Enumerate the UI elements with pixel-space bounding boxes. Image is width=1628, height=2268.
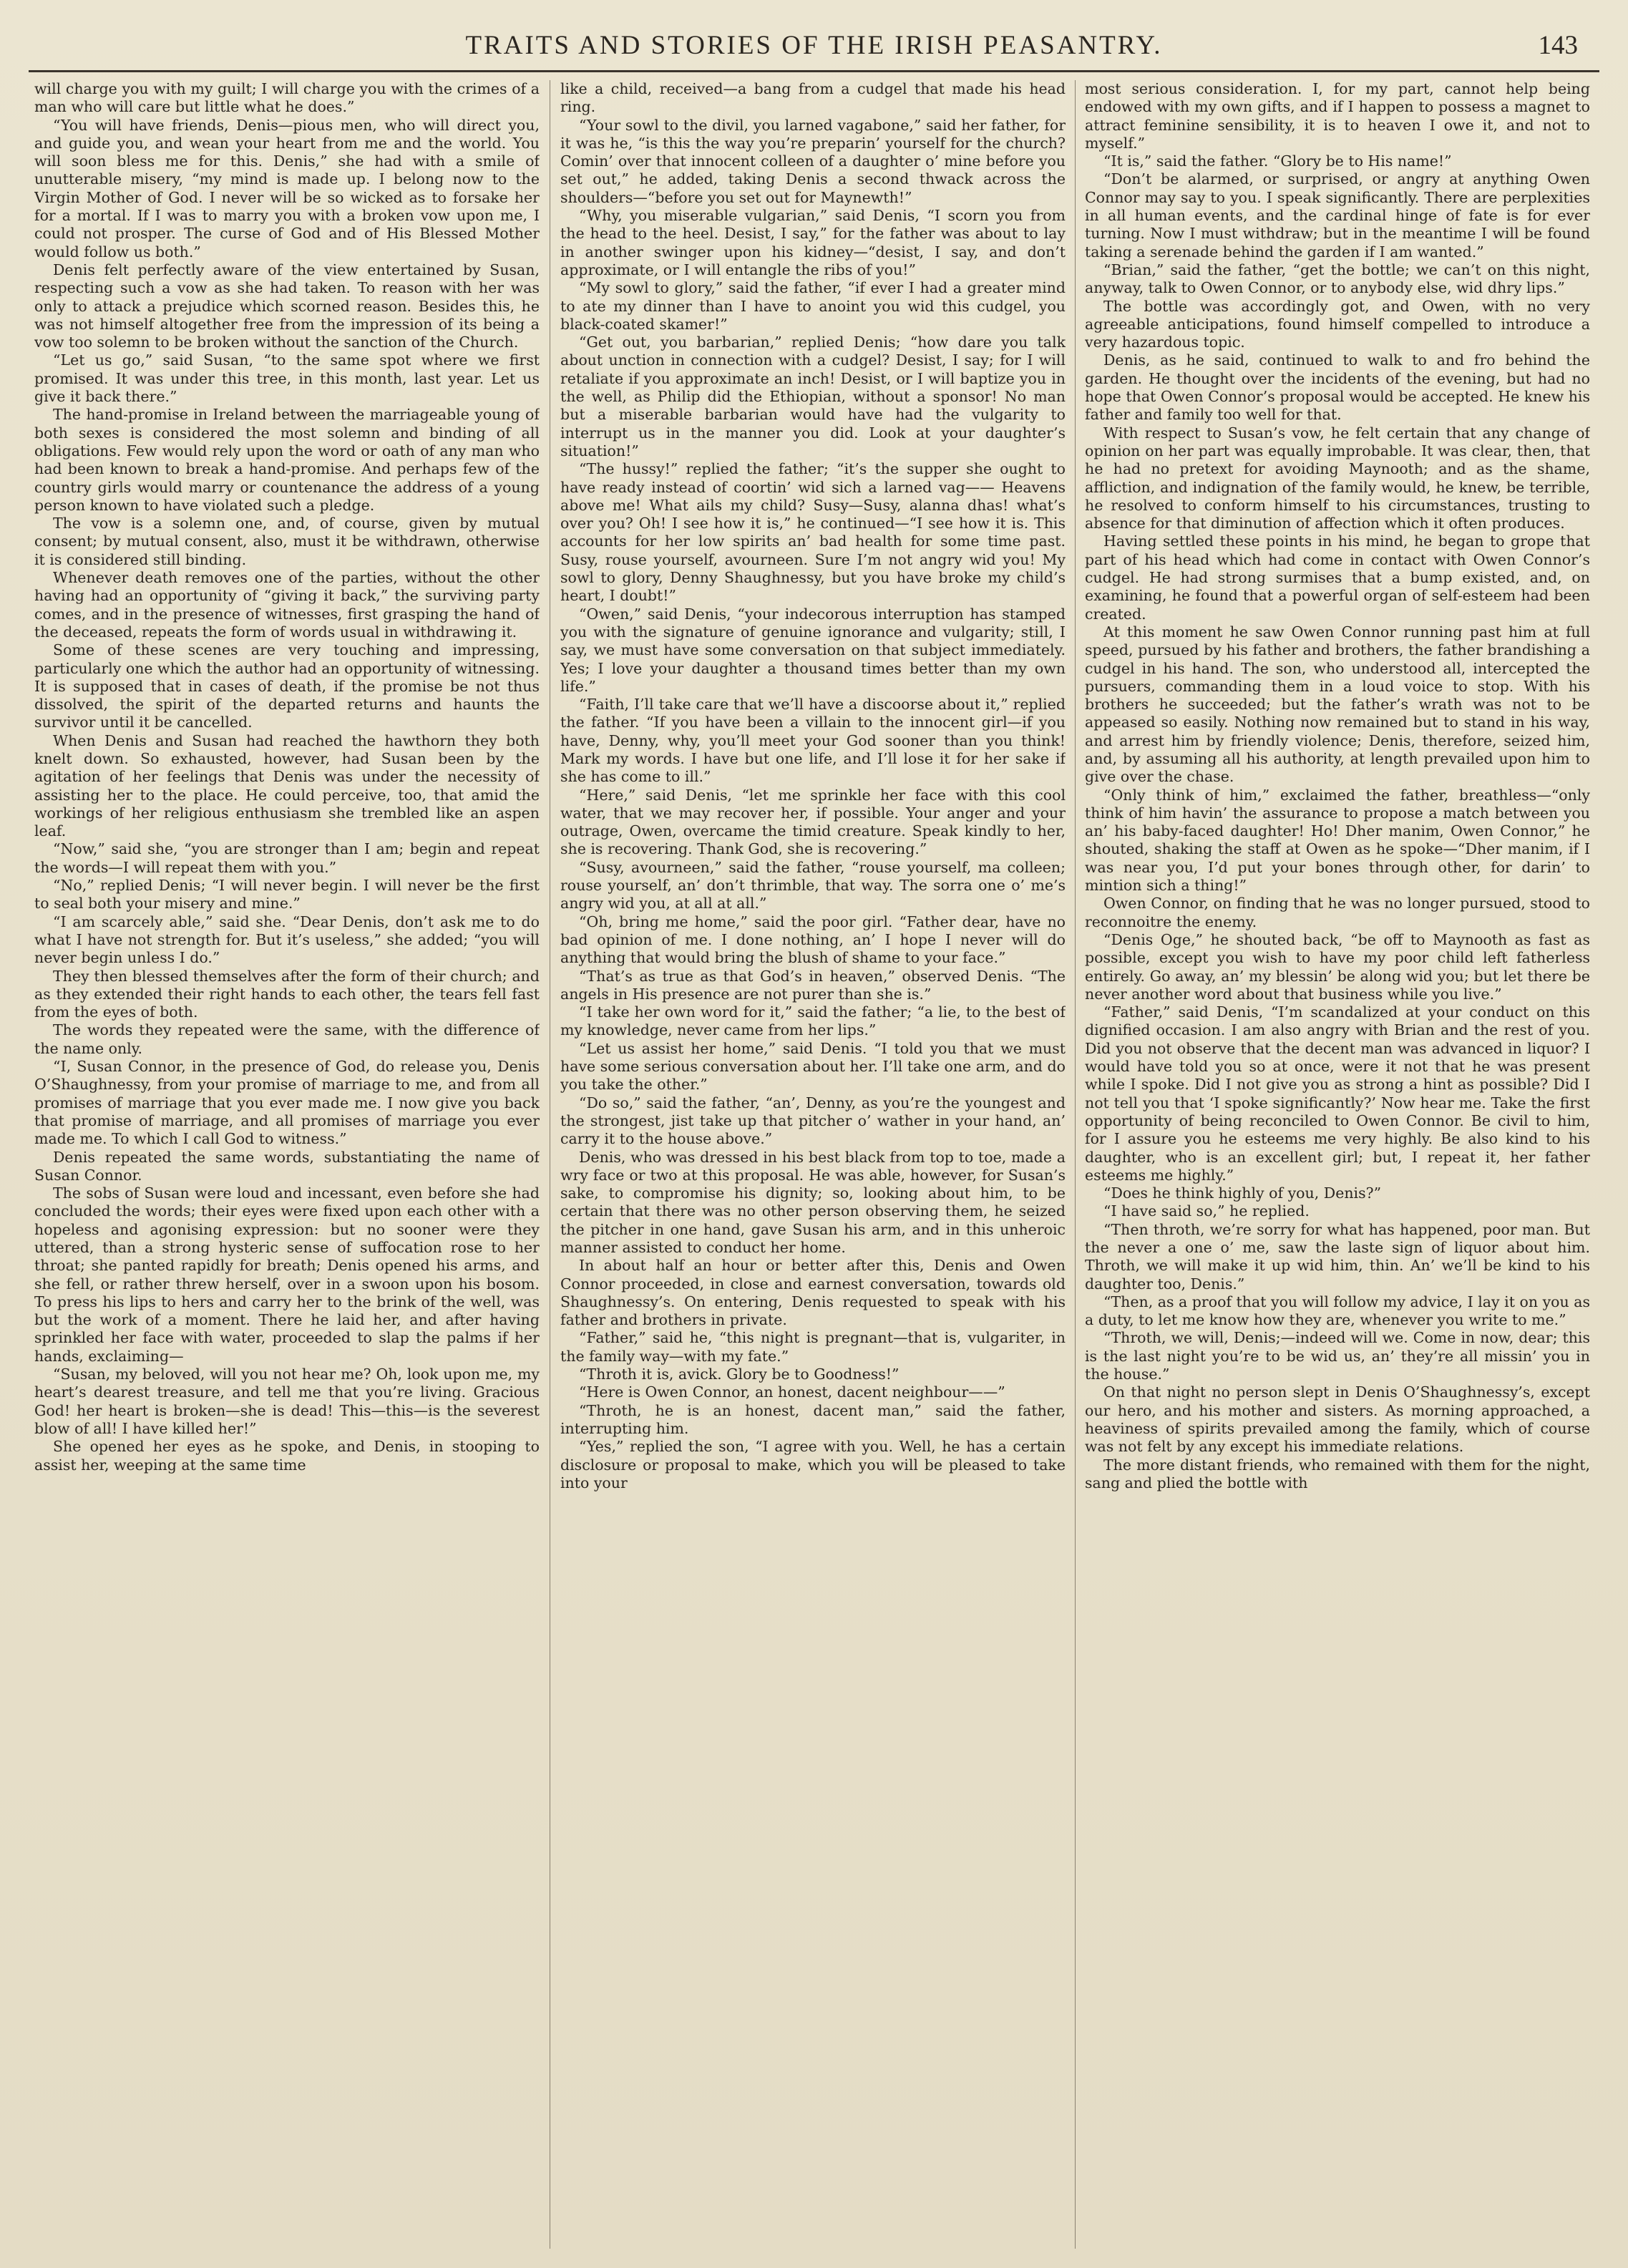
paragraph: will charge you with my guilt; I will charge you with the crimes of a man who will care but little what he does.” [34, 80, 540, 116]
paragraph: The bottle was accordingly got, and Owen, with no very agreeable anticipations, found himself compelled to introduce a very hazardous topic. [1085, 297, 1590, 351]
paragraph: Denis felt perfectly aware of the view entertained by Susan, respecting such a vow as she had taken. To reason with her was only to attack a prejudice which scorned reason. Besides this, he was not himself altogether free from the impression of its being a vow too solemn to be broken without the sanction of the Church. [34, 261, 540, 351]
paragraph: “You will have friends, Denis—pious men, who will direct you, and guide you, and wean your heart from me and the world. You will soon bless me for this. Denis,” she had with a smile of unutterable misery, “my mind is made up. I belong now to the Virgin Mother of God. I never will be so wicked as to forsake her for a mortal. If I was to marry you with a broken vow upon me, I could not prosper. The curse of God and of His Blessed Mother would follow us both.” [34, 116, 540, 261]
paragraph: They then blessed themselves after the form of their church; and as they extended their right hands to each other, the tears fell fast from the eyes of both. [34, 967, 540, 1021]
paragraph: “Throth it is, avick. Glory be to Goodness!” [579, 1366, 900, 1383]
paragraph: “I, Susan Connor, in the presence of God, do release you, Denis O’Shaughnessy, from your promise of marriage to me, and from all promises of marriage that you ever made me. I now give you back that promise of marriage, and all promises of marriage you ever made me. To which I call God to witness.” [34, 1058, 540, 1148]
paragraph: “Then throth, we’re sorry for what has happened, poor man. But the never a one o’ me, saw the laste sign of liquor about him. Throth, we will make it up wid him, thin. An’ we’ll be kind to his daughter too, Denis.” [1085, 1220, 1590, 1293]
paragraph: Having settled these points in his mind, he began to grope that part of his head which had come in contact with Owen Connor’s cudgel. He had strong surmises that a bump existed, and, on examining, he found that a powerful organ of self-esteem had been created. [1085, 532, 1590, 623]
paragraph: “Owen,” said Denis, “your indecorous interruption has stamped you with the signature of genuine ignorance and vulgarity; still, I say, we must have some conversation on that subject immediately. Yes; I love your daughter a thousand times better than my own life.” [560, 605, 1066, 695]
paragraph: “Here is Owen Connor, an honest, dacent neighbour——” [579, 1383, 1005, 1401]
paragraph: “Faith, I’ll take care that we’ll have a discoorse about it,” replied the father. “If you have been a villain to the innocent girl—if you have, Denny, why, you’ll meet your God sooner than you think! Mark my words. I have but one life, and I’ll lose it for her sake if she has come to ill.” [560, 696, 1066, 786]
paragraph: Owen Connor, on finding that he was no longer pursued, stood to reconnoitre the enemy. [1085, 895, 1590, 930]
paragraph: When Denis and Susan had reached the hawthorn they both knelt down. So exhausted, however, had Susan been by the agitation of her feelings that Denis was under the necessity of assisting her to the place. He could perceive, too, that amid the workings of her religious enthusiasm she trembled like an aspen leaf. [34, 731, 540, 840]
paragraph: The sobs of Susan were loud and incessant, even before she had concluded the words; their eyes were fixed upon each other with a hopeless and agonising expression: but no sooner were they uttered, than a strong hysteric sense of suffocation rose to her throat; she panted rapidly for breath; Denis opened his arms, and she fell, or rather threw herself, over in a swoon upon his bosom. To press his lips to hers and carry her to the brink of the well, was but the work of a moment. There he laid her, and after having sprinkled her face with water, proceeded to slap the palms if her hands, exclaiming— [34, 1184, 540, 1365]
paragraph: “My sowl to glory,” said the father, “if ever I had a greater mind to ate my dinner than I have to anoint you wid this cudgel, you black-coated skamer!” [560, 279, 1066, 333]
paragraph: “Does he think highly of you, Denis?” [1103, 1184, 1382, 1202]
paragraph: “Susan, my beloved, will you not hear me? Oh, look upon me, my heart’s dearest treasure, and tell me that you’re living. Gracious God! her heart is broken—she is dead! This—this—is the severest blow of all! I have killed her!” [34, 1366, 540, 1437]
paragraph: The words they repeated were the same, with the difference of the name only. [34, 1021, 540, 1057]
paragraph: The vow is a solemn one, and, of course, given by mutual consent; by mutual consent, also, must it be withdrawn, otherwise it is considered still binding. [34, 515, 540, 568]
paragraph: In about half an hour or better after this, Denis and Owen Connor proceeded, in close and earnest conversation, towards old Shaughnessy’s. On entering, Denis requested to speak with his father and brothers in private. [560, 1257, 1066, 1329]
paragraph: “Don’t be alarmed, or surprised, or angry at anything Owen Connor may say to you. I speak significantly. There are perplexities in all human events, and the cardinal hinge of fate is for ever turning. Now I must withdraw; but in the meantime I will be found taking a serenade behind the garden if I am wanted.” [1085, 170, 1590, 261]
paragraph: “Susy, avourneen,” said the father, “rouse yourself, ma colleen; rouse yourself, an’ don’t thrimble, that way. The sorra one o’ me’s angry wid you, at all at all.” [560, 858, 1066, 912]
paragraph: “Denis Oge,” he shouted back, “be off to Maynooth as fast as possible, except you wish to have my poor child left fatherless entirely. Go away, an’ my blessin’ be along wid you; but let there be never another word about that business while you live.” [1085, 930, 1590, 1003]
paragraph: “Why, you miserable vulgarian,” said Denis, “I scorn you from the head to the heel. Desist, I say,” for the father was about to lay in another swinger upon his kidney—“desist, I say, and don’t approximate, or I will entangle the ribs of you!” [560, 207, 1066, 278]
paragraph: Denis, who was dressed in his best black from top to toe, made a wry face or two at this proposal. He was able, however, for Susan’s sake, to compromise his dignity; so, looking about him, to be certain that there was no other person observing them, he seized the pitcher in one hand, gave Susan his arm, and in this unheroic manner assisted to conduct her home. [560, 1148, 1066, 1256]
paragraph: Denis repeated the same words, substantiating the name of Susan Connor. [34, 1148, 540, 1184]
paragraph: “Then, as a proof that you will follow my advice, I lay it on you as a duty, to let me know how they are, whenever you write to me.” [1085, 1293, 1590, 1329]
column-2 [560, 80, 1066, 2252]
paragraph: “Now,” said she, “you are stronger than I am; begin and repeat the words—I will repeat them with you.” [34, 840, 540, 876]
paragraph: The more distant friends, who remained with them for the night, sang and plied the bottle with [1085, 1456, 1590, 1491]
paragraph: She opened her eyes as he spoke, and Denis, in stooping to assist her, weeping at the same time [34, 1438, 540, 1474]
paragraph: “Father,” said Denis, “I’m scandalized at your conduct on this dignified occasion. I am also angry with Brian and the rest of you. Did you not observe that the decent man was advanced in liquor? I would have told you so at once, were it not that he was present while I spoke. Did I not give you as strong a hint as possible? Did I not tell you that ‘I spoke significantly?’ Now hear me. Take the first opportunity of being reconciled to Owen Connor. Be civil to him, for I assure you he esteems me very highly. Be also kind to his daughter, who is an excellent girl; but, I repeat it, her father esteems me highly.” [1085, 1003, 1590, 1184]
paragraph: “Throth, we will, Denis;—indeed will we. Come in now, dear; this is the last night you’re to be wid us, an’ they’re all missin’ you in the house.” [1085, 1329, 1590, 1383]
paragraph: “Get out, you barbarian,” replied Denis; “how dare you talk about unction in connection with a cudgel? Desist, I say; for I will retaliate if you approximate an inch! Desist, or I will baptize you in the well, as Philip did the Ethiopian, without a sponsor! No man but a miserable barbarian would have had the vulgarity to interrupt us in the manner you did. Look at your daughter’s situation!” [560, 334, 1066, 459]
paragraph: With respect to Susan’s vow, he felt certain that any change of opinion on her part was equally improbable. It was clear, then, that he had no pretext for avoiding Maynooth; and as the shame, affliction, and indignation of the family would, he knew, be terrible, he resolved to conform himself to his circumstances, trusting to absence for that diminution of affection which it often produces. [1085, 424, 1590, 532]
paragraph: “Oh, bring me home,” said the poor girl. “Father dear, have no bad opinion of me. I done nothing, an’ I hope I never will do anything that would bring the blush of shame to your face.” [560, 912, 1066, 967]
paragraph: “I take her own word for it,” said the father; “a lie, to the best of my knowledge, never came from her lips.” [560, 1003, 1066, 1039]
paragraph: like a child, received—a bang from a cudgel that made his head ring. [560, 80, 1066, 116]
paragraph: “Here,” said Denis, “let me sprinkle her face with this cool water, that we may recover her, if possible. Your anger and your outrage, Owen, overcame the timid creature. Speak kindly to her, she is recovering. Thank God, she is recovering.” [560, 786, 1066, 858]
paragraph: “I am scarcely able,” said she. “Dear Denis, don’t ask me to do what I have not strength for. But it’s useless,” she added; “you will never begin unless I do.” [34, 912, 540, 967]
text-columns [34, 80, 1598, 2252]
running-title: TRAITS AND STORIES OF THE IRISH PEASANTRY. [465, 31, 1163, 60]
paragraph: “Do so,” said the father, “an’, Denny, as you’re the youngest and the strongest, jist take up that pitcher o’ wather in your hand, an’ carry it to the house above.” [560, 1094, 1066, 1148]
paragraph: On that night no person slept in Denis O’Shaughnessy’s, except our hero, and his mother and sisters. As morning approached, a heaviness of spirits prevailed among the family, which of course was not felt by any except his immediate relations. [1085, 1383, 1590, 1456]
paragraph: “Yes,” replied the son, “I agree with you. Well, he has a certain disclosure or proposal to make, which you will be pleased to take into your [560, 1438, 1066, 1491]
paragraph: most serious consideration. I, for my part, cannot help being endowed with my own gifts, and if I happen to possess a magnet to attract feminine sensibility, it is to heaven I owe it, and not to myself.” [1085, 80, 1590, 152]
paragraph: “No,” replied Denis; “I will never begin. I will never be the first to seal both your misery and mine.” [34, 877, 540, 912]
paragraph: “Brian,” said the father, “get the bottle; we can’t on this night, anyway, talk to Owen Connor, or to anybody else, wid dhry lips.” [1085, 261, 1590, 297]
paragraph: The hand-promise in Ireland between the marriageable young of both sexes is considered the most solemn and binding of all obligations. Few would rely upon the word or oath of any man who had been known to break a hand-promise. And perhaps few of the country girls would marry or countenance the address of a young person known to have violated such a pledge. [34, 406, 540, 514]
paragraph: “Throth, he is an honest, dacent man,” said the father, interrupting him. [560, 1401, 1066, 1437]
paragraph: “It is,” said the father. “Glory be to His name!” [1103, 152, 1452, 170]
column-1 [34, 80, 540, 2252]
paragraph: At this moment he saw Owen Connor running past him at full speed, pursued by his father and brothers, the father brandishing a cudgel in his hand. The son, who understood all, intercepted the pursuers, commanding them in a loud voice to stop. With his brothers he succeeded; but the father’s wrath was not to be appeased so easily. Nothing now remained but to stand in his way, and arrest him by friendly violence; Denis, therefore, seized him, and, by assuming all his authority, at length prevailed upon him to give over the chase. [1085, 623, 1590, 786]
paragraph: Denis, as he said, continued to walk to and fro behind the garden. He thought over the incidents of the evening, but had no hope that Owen Connor’s proposal would be accepted. He knew his father and family too well for that. [1085, 351, 1590, 424]
paragraph: “The hussy!” replied the father; “it’s the supper she ought to have ready instead of coortin’ wid sich a larned vag—— Heavens above me! What ails my child? Susy—Susy, alanna dhas! what’s over you? Oh! I see how it is,” he continued—“I see how it is. This accounts for her low spirits an’ bad health for some time past. Susy, rouse yourself, avourneen. Sure I’m not angry wid you! My sowl to glory, Denny Shaughnessy, but you have broke my child’s heart, I doubt!” [560, 460, 1066, 605]
paragraph: “I have said so,” he replied. [1103, 1202, 1310, 1220]
page-number: 143 [1538, 31, 1578, 60]
paragraph: “Father,” said he, “this night is pregnant—that is, vulgariter, in the family way—with my fate.” [560, 1329, 1066, 1365]
paragraph: Whenever death removes one of the parties, without the other having had an opportunity of “giving it back,” the surviving party comes, and in the presence of witnesses, first grasping the hand of the deceased, repeats the form of words usual in withdrawing it. [34, 569, 540, 641]
paragraph: “Only think of him,” exclaimed the father, breathless—“only think of him havin’ the assurance to propose a match between you an’ his baby-faced daughter! Ho! Dher manim, Owen Connor,” he shouted, shaking the staff at Owen as he spoke—“Dher manim, if I was near you, I’d put your bones through other, for darin’ to mintion sich a thing!” [1085, 786, 1590, 895]
page-header [29, 27, 1599, 72]
column-3 [1085, 80, 1590, 2252]
paragraph: Some of these scenes are very touching and impressing, particularly one which the author had an opportunity of witnessing. It is supposed that in cases of death, if the promise be not thus dissolved, the spirit of the departed returns and haunts the survivor until it be cancelled. [34, 641, 540, 731]
paragraph: “That’s as true as that God’s in heaven,” observed Denis. “The angels in His presence are not purer than she is.” [560, 967, 1066, 1003]
paragraph: “Let us go,” said Susan, “to the same spot where we first promised. It was under this tree, in this month, last year. Let us give it back there.” [34, 351, 540, 406]
paragraph: “Let us assist her home,” said Denis. “I told you that we must have some serious conversation about her. I’ll take one arm, and do you take the other.” [560, 1039, 1066, 1094]
paragraph: “Your sowl to the divil, you larned vagabone,” said her father, for it was he, “is this the way you’re preparin’ yourself for the church? Comin’ over that innocent colleen of a daughter o’ mine before you set out,” he added, taking Denis a second thwack across the shoulders—“before you set out for Maynewth!” [560, 116, 1066, 206]
